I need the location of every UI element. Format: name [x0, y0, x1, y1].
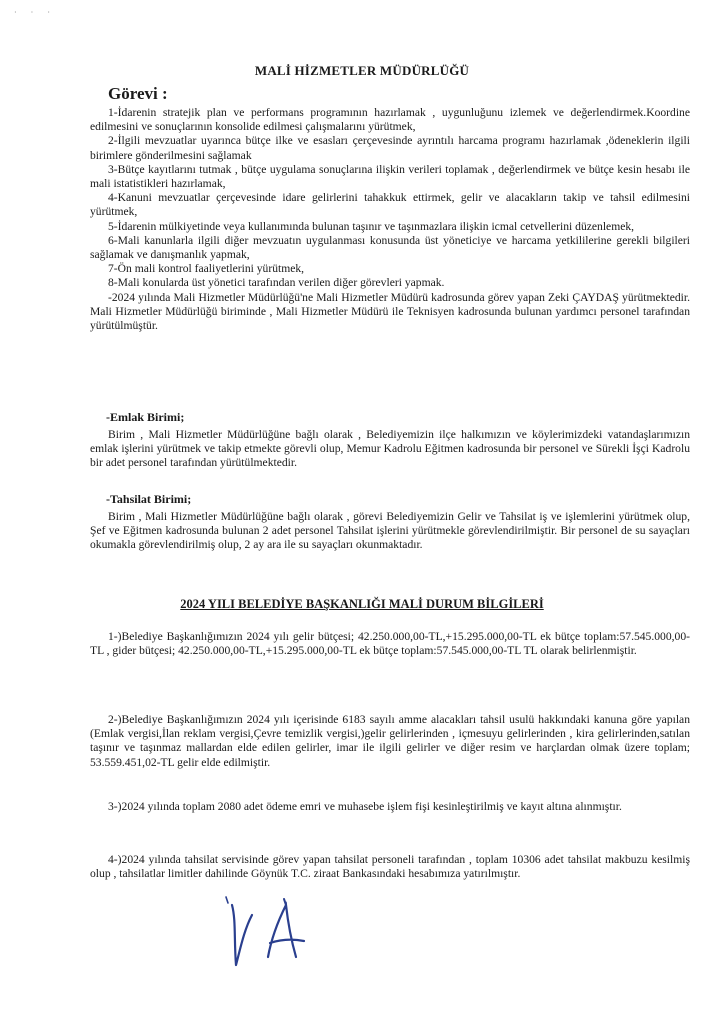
- staffing-note: -2024 yılında Mali Hizmetler Müdürlüğü'ne Mali Hizmetler Müdürü kadrosunda görev yapan Zeki ÇAYDAŞ yürütmektedir. Mali Hizmetler Müdürlüğü biriminde , Mali Hizmetler Müdürü ile Teknisyen kadrosunda bulunan yardımcı personel tarafından yürütülmüştür.: [90, 290, 690, 333]
- finance-item: [90, 713, 690, 770]
- finance-item-text: 3-)2024 yılında toplam 2080 adet ödeme emri ve muhasebe işlem fişi kesinleştirilmiş ve kayıt altına alınmıştır.: [108, 800, 622, 813]
- signature-icon: [222, 895, 332, 980]
- tahsilat-heading: -Tahsilat Birimi;: [106, 492, 192, 506]
- duty-item: 1-İdarenin stratejik plan ve performans programının hazırlamak , uygunluğunu izlemek ve değerlendirmek.Koordine edilmesini ve sonuçlarının konsolide edilmesi çalışmalarını yürütmek,: [90, 106, 690, 134]
- scan-artifact: · · ·: [14, 8, 56, 17]
- duty-item: 4-Kanuni mevzuatlar çerçevesinde idare gelirlerini tahakkuk ettirmek, gelir ve alacakların takip ve tahsil edilmesini yürütmek,: [90, 191, 690, 219]
- page-title: MALİ HİZMETLER MÜDÜRLÜĞÜ: [254, 63, 470, 78]
- duty-item: 7-Ön mali kontrol faaliyetlerini yürütmek,: [108, 262, 305, 276]
- tahsilat-section: [90, 510, 690, 553]
- duty-item: 6-Mali kanunlarla ilgili diğer mevzuatın uygulanması konusunda üst yöneticiye ve harcama yetkililerine gerekli bilgileri sağlamak ve danışmanlık yapmak,: [90, 233, 690, 262]
- finance-item: [90, 630, 690, 658]
- duty-item: 8-Mali konularda üst yönetici tarafından verilen diğer görevleri yapmak.: [108, 276, 445, 290]
- section-heading-gorevi: Görevi :: [108, 84, 168, 103]
- finance-item: [90, 853, 690, 881]
- finance-item: [90, 800, 690, 814]
- finance-item-text: 4-)2024 yılında tahsilat servisinde görev yapan tahsilat personeli tarafından , toplam 10306 adet tahsilat makbuzu kesilmiş olup , tahsilatlar limitler dahilinde Göynük T.C. ziraat Bankasındaki hesabımıza yatırılmıştır.: [90, 853, 690, 881]
- emlak-heading: -Emlak Birimi;: [106, 410, 185, 424]
- emlak-text: Birim , Mali Hizmetler Müdürlüğüne bağlı olarak , Belediyemizin ilçe halkımızın ve köylerimizdeki vatandaşlarımızın emlak işlerini yürütmek ve takip etmekte görevli olup, Memur Kadrolu Eğitmen kadrosunda bir personel ve Sürekli İşçi Kadrolu bir adet personel tarafından yürütülmektedir.: [90, 428, 690, 470]
- duty-item: 5-İdarenin mülkiyetinde veya kullanımında bulunan taşınır ve taşınmazlara ilişkin icmal cetvellerini düzenlemek,: [108, 219, 635, 233]
- finance-item-text: 2-)Belediye Başkanlığımızın 2024 yılı içerisinde 6183 sayılı amme alacakları tahsil usulü hakkındaki kanuna göre yapılan (Emlak vergisi,İlan reklam vergisi,Çevre temizlik vergisi,)gelir gelirlerinden , içmesuyu gelirlerinden , kira gelirlerinden,satılan taşınır ve taşınmaz mallardan elde edilen gelirler, imar ile ilgili gelirler ve diğer resim ve harçlardan olmak üzere toplam; 53.559.451,02-TL gelir elde edilmiştir.: [90, 713, 690, 769]
- duties-list: [90, 106, 690, 333]
- tahsilat-text: Birim , Mali Hizmetler Müdürlüğüne bağlı olarak , görevi Belediyemizin Gelir ve Tahsilat iş ve işlemlerini yürütmek olup, Şef ve Eğitmen kadrosunda bulunan 2 adet personel Tahsilat işlerini yürütmekle görevlendirilmiştir. Bir personel de su sayaçları okumakla görevlendirilmiş olup, 2 ay ara ile su sayaçları okunmaktadır.: [90, 510, 690, 552]
- duty-item: 2-İlgili mevzuatlar uyarınca bütçe ilke ve esasları çerçevesinde ayrıntılı harcama programı hazırlamak ,ödeneklerin ilgili birimlere gönderilmesini sağlamak: [90, 134, 690, 162]
- emlak-section: [90, 428, 690, 471]
- duty-item: 3-Bütçe kayıtlarını tutmak , bütçe uygulama sonuçlarına ilişkin verileri toplamak , değerlendirmek ve bütçe kesin hesabı ile mali istatistikleri hazırlamak,: [90, 162, 690, 191]
- finance-title: 2024 YILI BELEDİYE BAŞKANLIĞI MALİ DURUM BİLGİLERİ: [180, 597, 544, 611]
- finance-item-text: 1-)Belediye Başkanlığımızın 2024 yılı gelir bütçesi; 42.250.000,00-TL,+15.295.000,00-TL ek bütçe toplam:57.545.000,00-TL , gider bütçesi; 42.250.000,00-TL,+15.295.000,00-TL ek bütçe toplam:57.545.000,00-TL TL olarak belirlenmiştir.: [90, 630, 690, 658]
